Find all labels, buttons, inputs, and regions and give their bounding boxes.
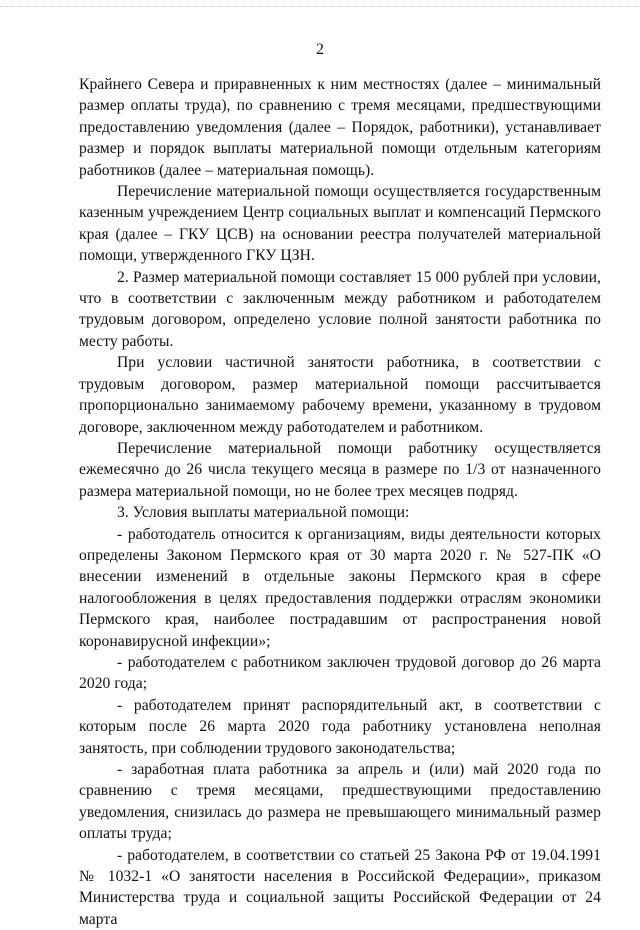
paragraph: Крайнего Севера и приравненных к ним местностях (далее – минимальный размер оплаты труда), по сравнению с тремя месяцами, предшествующими предоставлению уведомления (далее – Порядок, работники), устанавливает размер и порядок выплаты материальной помощи отдельным категориям работников (далее – материальная помощь). — [79, 76, 601, 179]
paragraph: При условии частичной занятости работника, в соответствии с трудовым договором, размер материальной помощи рассчитывается пропорционально занимаемому рабочему времени, указанному в трудовом договоре, заключенном между работодателем и работником. — [79, 354, 601, 436]
list-item: - работодателем, в соответствии со статьей 25 Закона РФ от 19.04.1991 № 1032-1 «О занятости населения в Российской Федерации», приказом Министерства труда и социальной защиты Российской Федерации от 24 марта — [79, 846, 601, 928]
list-item: - работодатель относится к организациям, виды деятельности которых определены Законом Пермского края от 30 марта 2020 г. № 527-ПК «О внесении изменений в отдельные законы Пермского края в сфере налогообложения в целях предоставления поддержки отраслям экономики Пермского края, наиболее пострадавшим от распространения новой коронавирусной инфекции»; — [79, 525, 601, 650]
paragraph: Перечисление материальной помощи осуществляется государственным казенным учреждением Центр социальных выплат и компенсаций Пермского края (далее – ГКУ ЦСВ) на основании реестра получателей материальной помощи, утвержденного ГКУ ЦЗН. — [79, 183, 601, 265]
paragraph: 2. Размер материальной помощи составляет 15 000 рублей при условии, что в соответствии с заключенным между работником и работодателем трудовым договором, определено условие полной занятости работника по месту работы. — [79, 268, 601, 350]
scan-edge-line — [0, 6, 640, 7]
page-number: 2 — [316, 41, 324, 58]
list-item: - работодателем с работником заключен трудовой договор до 26 марта 2020 года; — [79, 653, 601, 693]
section-heading: 3. Условия выплаты материальной помощи: — [117, 504, 410, 522]
paragraph: Перечисление материальной помощи работнику осуществляется ежемесячно до 26 числа текущего месяца в размере по 1/3 от назначенного размера материальной помощи, но не более трех месяцев подряд. — [79, 439, 601, 500]
list-item: - работодателем принят распорядительный акт, в соответствии с которым после 26 марта 2020 года работнику установлена неполная занятость, при соблюдении трудового законодательства; — [79, 696, 601, 757]
document-body — [79, 74, 601, 930]
list-item: - заработная плата работника за апрель и (или) май 2020 года по сравнению с тремя месяцами, предшествующими предоставлению уведомления, снизилась до размера не превышающего минимальный размер оплаты труда; — [79, 761, 601, 843]
